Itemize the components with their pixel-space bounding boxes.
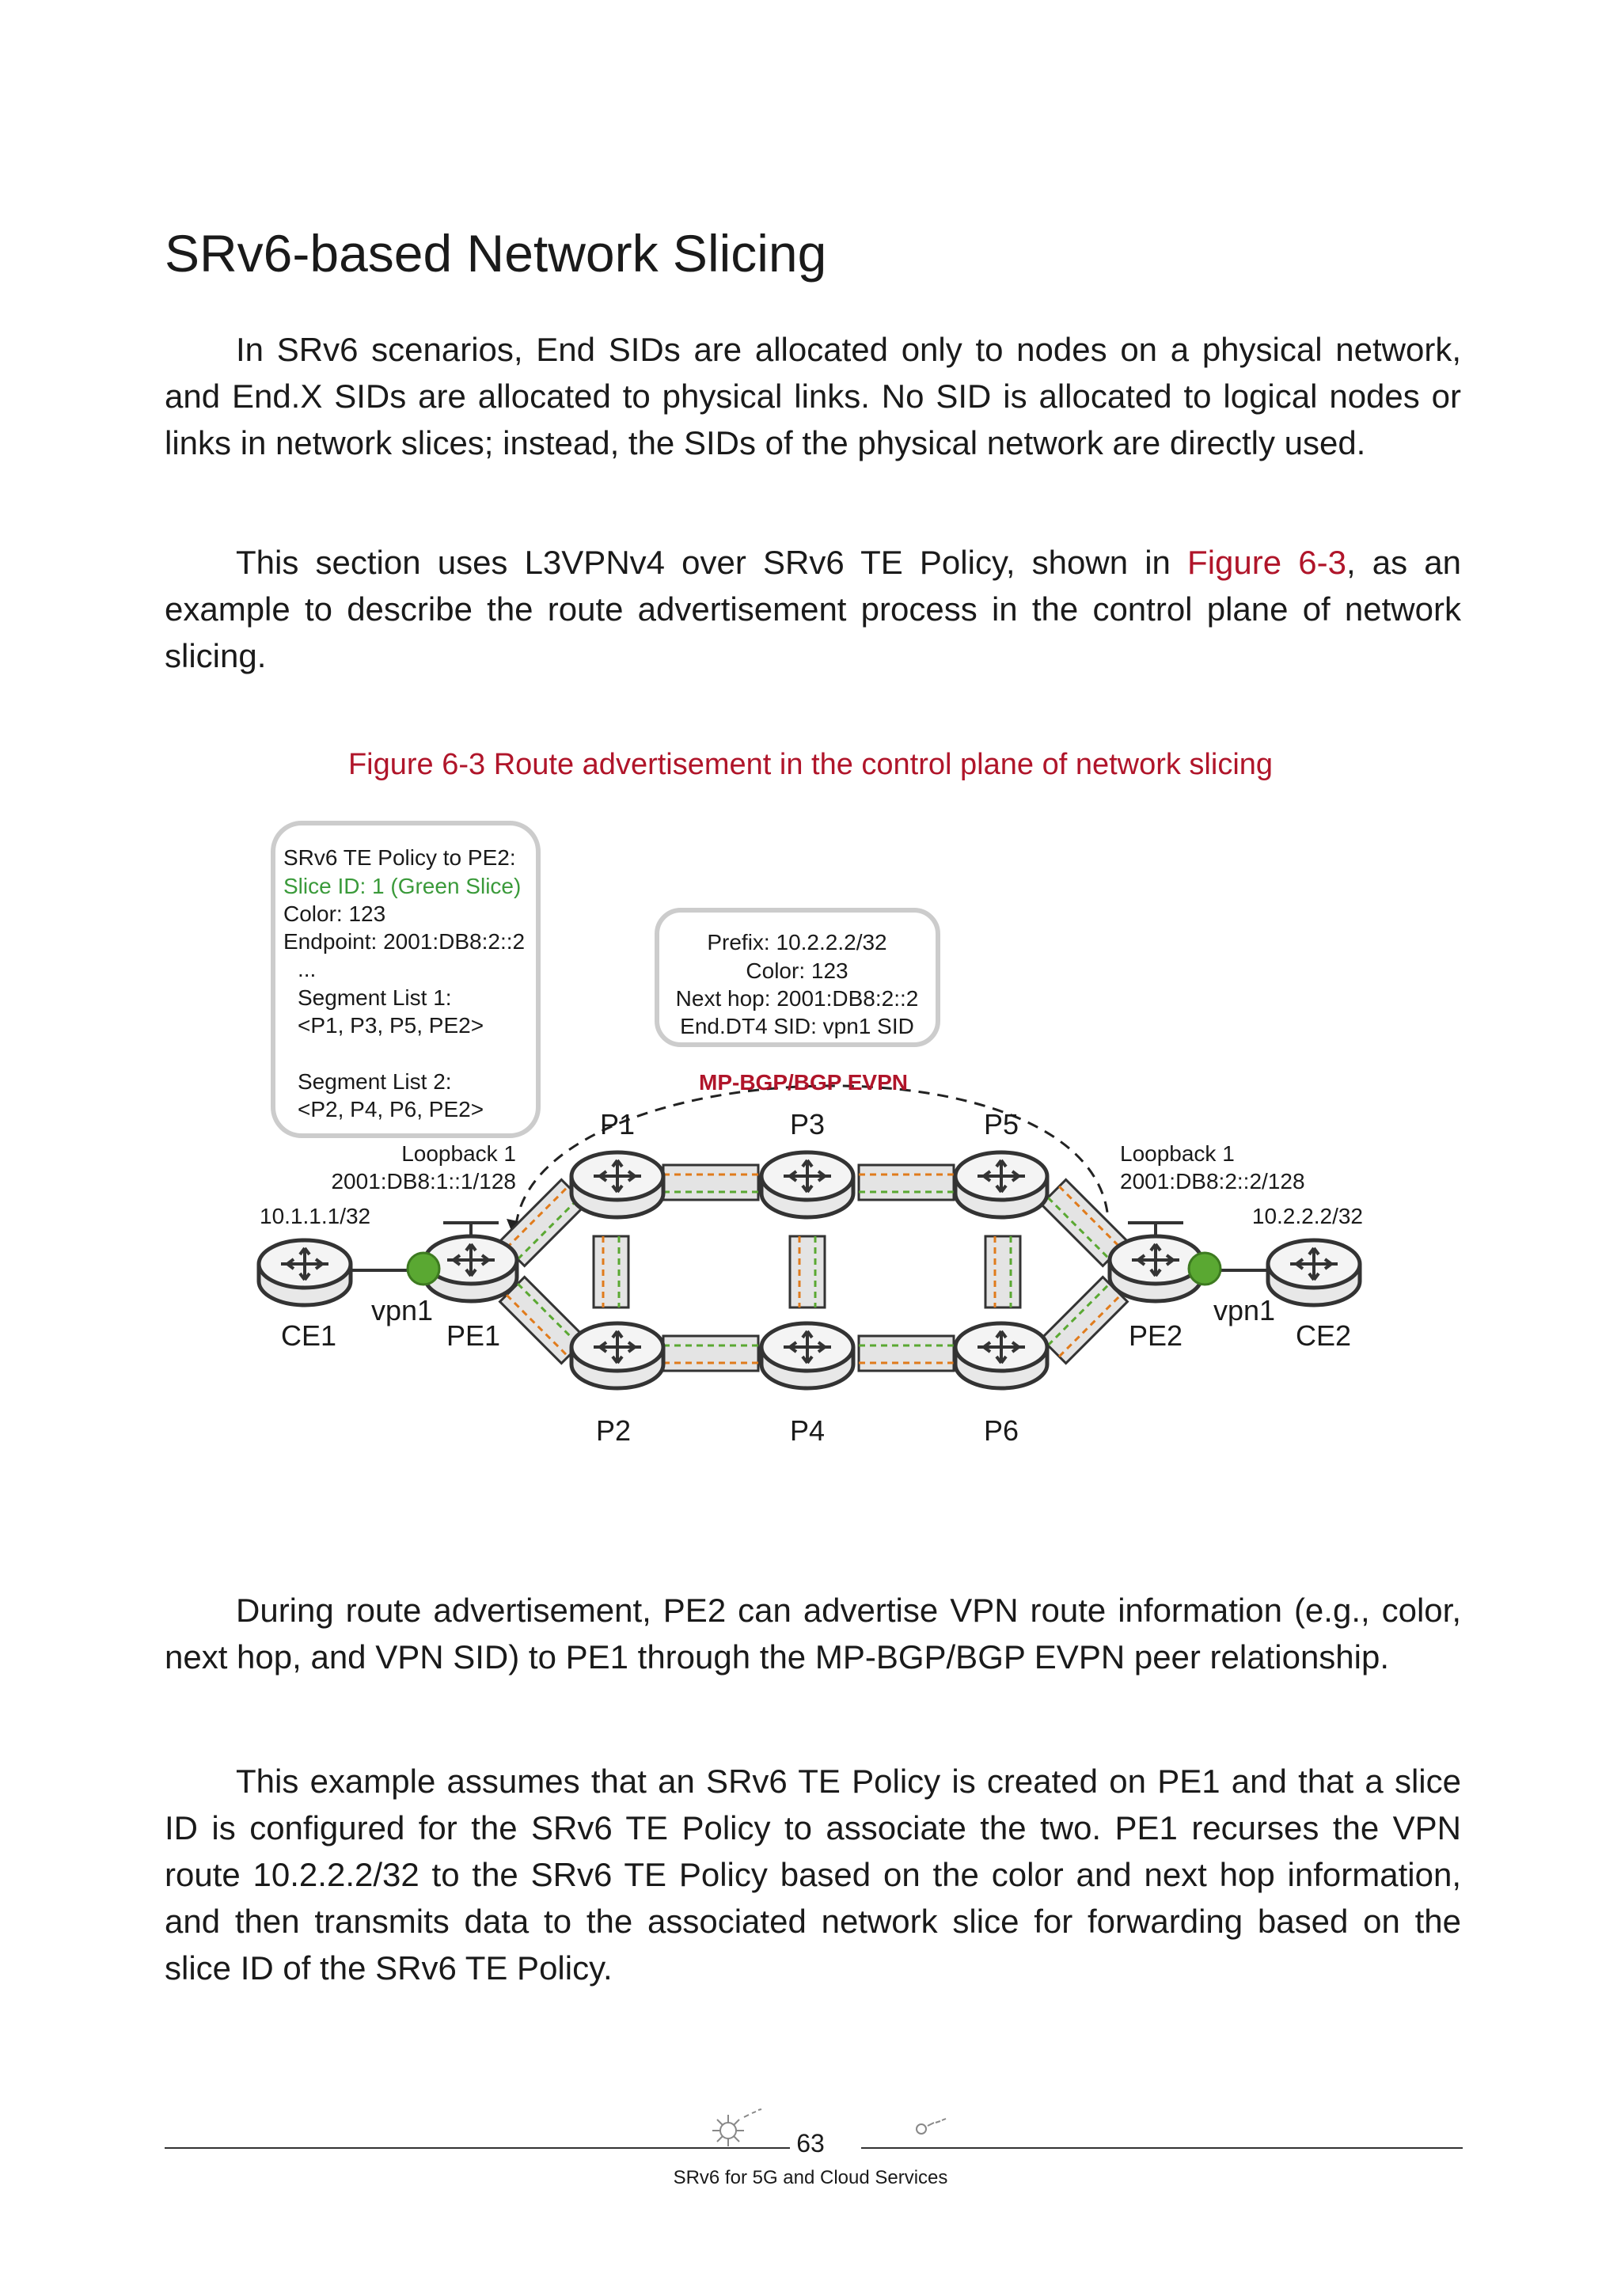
policy-ellipsis: ... — [298, 957, 317, 981]
prefix-color: Color: 123 — [746, 958, 848, 983]
network-slicing-diagram — [237, 815, 1409, 1464]
tunnel-p5-p6 — [985, 1236, 1020, 1307]
loopback-right-label: Loopback 1 — [1120, 1141, 1235, 1166]
vpn-label-left: vpn1 — [370, 1294, 434, 1326]
paragraph-route-advertisement: During route advertisement, PE2 can advertise VPN route information (e.g., color, next hop, and VPN SID) to PE1 through the MP-BGP/BGP EVPN peer relationship. — [165, 1592, 1461, 1676]
policy-color: Color: 123 — [283, 901, 386, 926]
book-title: SRv6 for 5G and Cloud Services — [673, 2167, 948, 2188]
p5-router-icon — [955, 1152, 1047, 1217]
policy-segment-list-2: <P2, P4, P6, PE2> — [298, 1097, 484, 1121]
node-label-pe1: PE1 — [446, 1319, 501, 1352]
paragraph-intro: In SRv6 scenarios, End SIDs are allocated only to nodes on a physical network, and End.X SIDs are allocated to physical links. No SID is allocated to logical nodes or links in network slices; instead, the SIDs of the physical network are directly used. — [165, 331, 1461, 461]
tunnel-p3-p5 — [859, 1165, 954, 1200]
p6-router-icon — [955, 1323, 1047, 1388]
node-label-p6: P6 — [983, 1414, 1019, 1447]
vpn-label-right: vpn1 — [1213, 1294, 1276, 1326]
paragraph-example: This example assumes that an SRv6 TE Policy is created on PE1 and that a slice ID is configured for the SRv6 TE Policy to associate the two. PE1 recurses the VPN route 10.2.2.2/32 to the SRv6 TE Policy based on the color and next hop information, and then transmits data to the associated network slice for forwarding based on the slice ID of the SRv6 TE Policy. — [165, 1763, 1461, 1987]
policy-segment-list-2-label: Segment List 2: — [298, 1069, 452, 1094]
node-label-p4: P4 — [789, 1414, 826, 1447]
prefix-sid: End.DT4 SID: vpn1 SID — [680, 1014, 914, 1038]
tunnel-p3-p4 — [790, 1236, 825, 1307]
tunnel-p4-p6 — [859, 1336, 954, 1371]
paragraph-figure-reference — [165, 539, 1461, 679]
policy-endpoint: Endpoint: 2001:DB8:2::2 — [283, 929, 526, 954]
node-label-p3: P3 — [789, 1108, 826, 1140]
policy-segment-list-1: <P1, P3, P5, PE2> — [298, 1013, 484, 1038]
ce2-address: 10.2.2.2/32 — [1251, 1204, 1363, 1228]
tunnel-p2-p4 — [663, 1336, 758, 1371]
policy-slice-id: Slice ID: 1 (Green Slice) — [283, 874, 522, 898]
page-number: 63 — [796, 2129, 825, 2157]
node-label-ce1: CE1 — [280, 1319, 337, 1352]
vpn1-left-dot — [408, 1253, 439, 1285]
loopback-left-label: Loopback 1 — [401, 1141, 516, 1166]
node-label-p5: P5 — [983, 1108, 1019, 1140]
bgp-evpn-label: MP-BGP/BGP EVPN — [699, 1070, 908, 1095]
p4-router-icon — [761, 1323, 853, 1388]
policy-segment-list-1-label: Segment List 1: — [298, 985, 452, 1010]
node-label-ce2: CE2 — [1295, 1319, 1352, 1352]
figure-caption: Figure 6-3 Route advertisement in the control plane of network slicing — [347, 748, 1274, 781]
ce1-router-icon — [259, 1240, 351, 1305]
page-title: SRv6-based Network Slicing — [165, 224, 827, 283]
node-label-p1: P1 — [599, 1108, 636, 1140]
loopback-left-addr: 2001:DB8:1::1/128 — [331, 1169, 516, 1194]
tunnel-p1-p3 — [663, 1165, 758, 1200]
ce2-router-icon — [1268, 1240, 1360, 1305]
paragraph-text: , as an example to describe the route advertisement process in the control plane of network slicing. — [165, 544, 1461, 674]
paragraph-text: This section uses L3VPNv4 over SRv6 TE Policy, shown in — [236, 544, 1188, 581]
figure-link[interactable]: Figure 6-3 — [1187, 544, 1346, 581]
loopback-right-addr: 2001:DB8:2::2/128 — [1120, 1169, 1305, 1194]
policy-title: SRv6 TE Policy to PE2: — [283, 845, 516, 870]
node-label-pe2: PE2 — [1128, 1319, 1183, 1352]
p1-router-icon — [571, 1152, 663, 1217]
node-label-p2: P2 — [595, 1414, 632, 1447]
p3-router-icon — [761, 1152, 853, 1217]
tunnel-p1-p2 — [594, 1236, 628, 1307]
vpn1-right-dot — [1189, 1253, 1220, 1285]
ce1-address: 10.1.1.1/32 — [260, 1204, 371, 1228]
p2-router-icon — [571, 1323, 663, 1388]
prefix-line: Prefix: 10.2.2.2/32 — [707, 930, 887, 954]
prefix-next-hop: Next hop: 2001:DB8:2::2 — [675, 986, 919, 1011]
